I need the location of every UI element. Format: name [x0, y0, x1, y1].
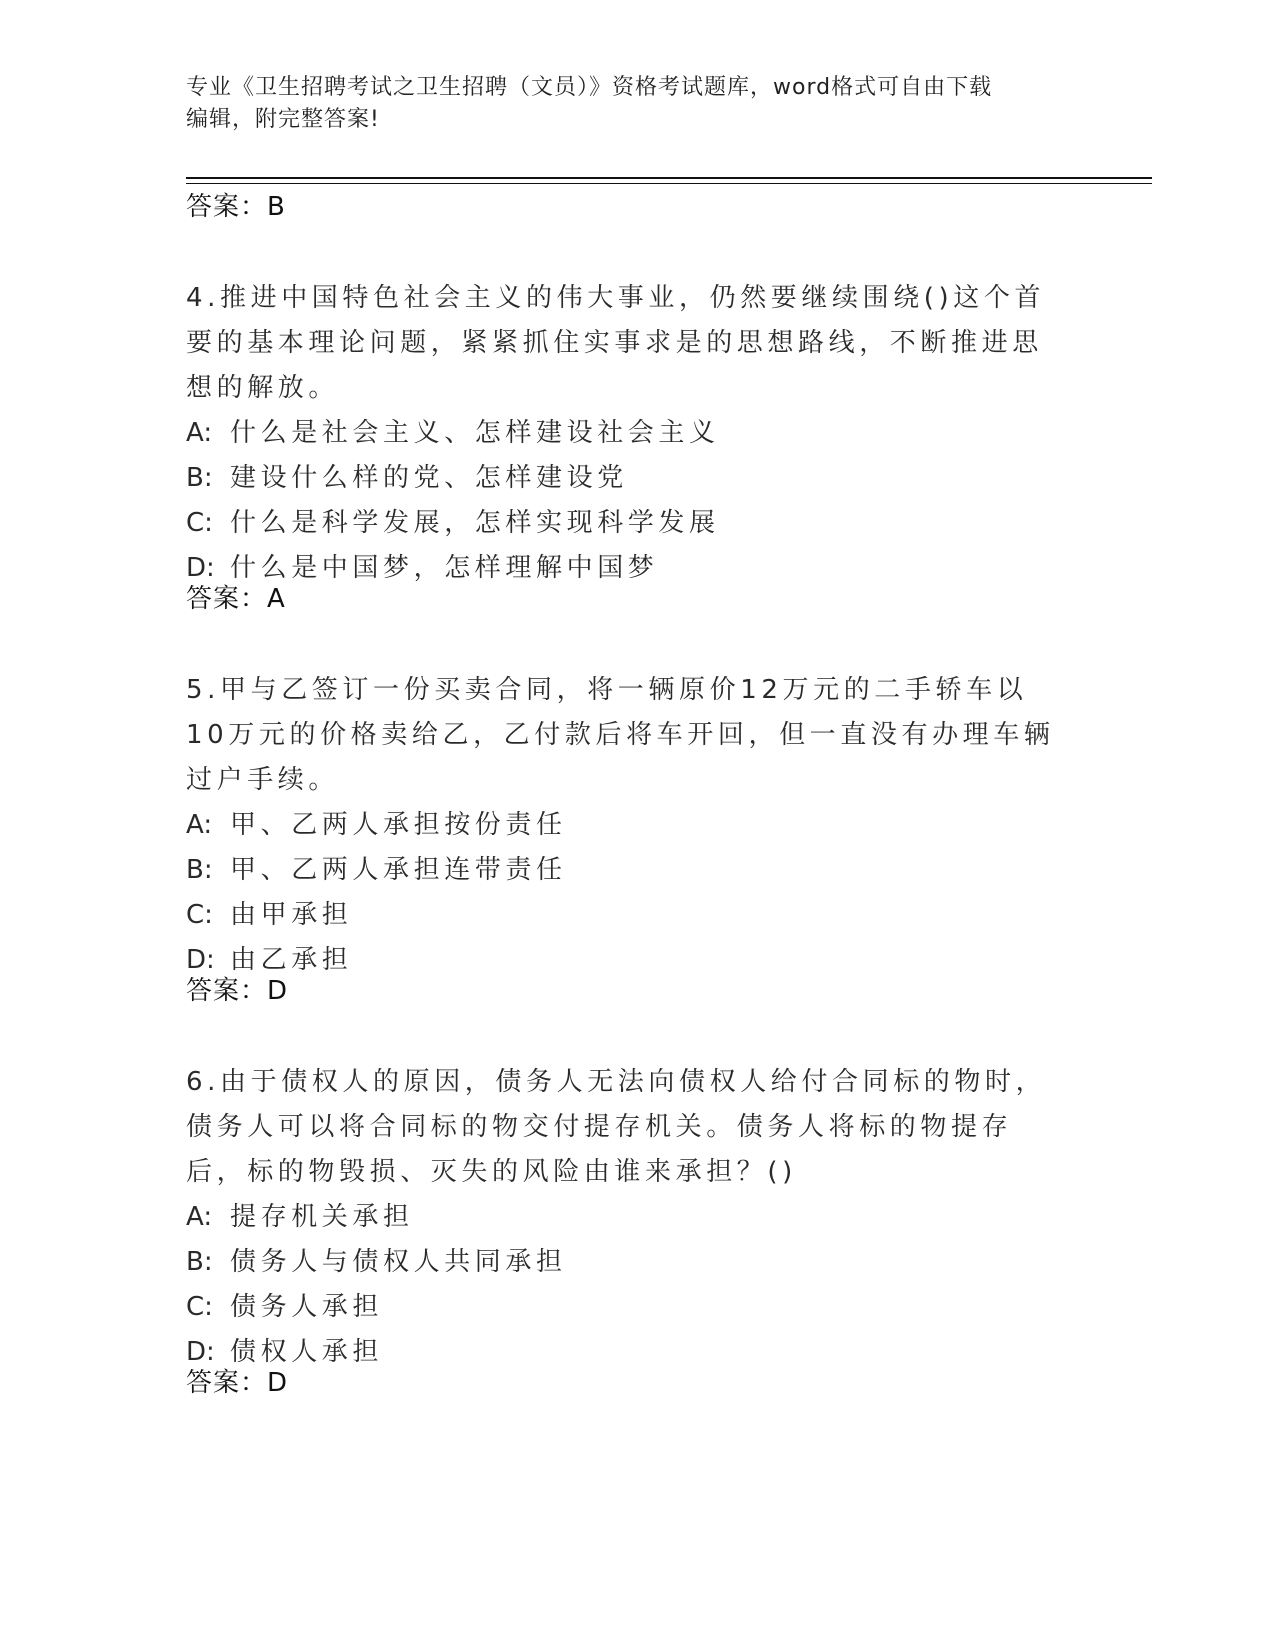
option-letter: B:	[186, 855, 213, 885]
option-letter: C:	[186, 1292, 213, 1322]
option-a	[186, 411, 1066, 456]
option-text: 什么是中国梦，怎样理解中国梦	[230, 553, 659, 583]
option-b	[186, 848, 1066, 893]
option-text: 甲、乙两人承担连带责任	[230, 855, 567, 885]
page-header	[186, 72, 1066, 136]
option-c	[186, 1285, 1066, 1330]
option-letter: D:	[186, 1337, 215, 1367]
option-letter: D:	[186, 945, 215, 975]
option-letter: D:	[186, 553, 215, 583]
option-text: 建设什么样的党、怎样建设党	[230, 463, 628, 493]
header-line-2: 编辑，附完整答案!	[186, 107, 380, 132]
question-5	[186, 668, 1066, 983]
option-letter: B:	[186, 1247, 213, 1277]
option-text: 提存机关承担	[230, 1202, 414, 1232]
option-text: 由甲承担	[230, 900, 353, 930]
option-letter: C:	[186, 508, 213, 538]
option-d	[186, 546, 1066, 591]
option-letter: A:	[186, 810, 213, 840]
answer-q3: 答案：B	[186, 192, 286, 222]
option-a	[186, 803, 1066, 848]
answer-q5: 答案：D	[186, 976, 289, 1006]
option-text: 甲、乙两人承担按份责任	[230, 810, 567, 840]
option-d	[186, 1330, 1066, 1375]
option-text: 什么是科学发展，怎样实现科学发展	[230, 508, 720, 538]
option-c	[186, 893, 1066, 938]
option-text: 债权人承担	[230, 1337, 384, 1367]
question-6	[186, 1060, 1066, 1375]
question-stem: 5.甲与乙签订一份买卖合同，将一辆原价12万元的二手轿车以10万元的价格卖给乙，乙付款后将车开回，但一直没有办理车辆过户手续。	[186, 675, 1055, 795]
question-4	[186, 276, 1066, 591]
header-divider	[186, 177, 1152, 184]
option-letter: C:	[186, 900, 213, 930]
option-text: 债务人与债权人共同承担	[230, 1247, 567, 1277]
question-stem: 6.由于债权人的原因，债务人无法向债权人给付合同标的物时，债务人可以将合同标的物交付提存机关。债务人将标的物提存后，标的物毁损、灭失的风险由谁来承担？()	[186, 1067, 1047, 1187]
option-b	[186, 1240, 1066, 1285]
option-c	[186, 501, 1066, 546]
option-letter: A:	[186, 1202, 213, 1232]
option-d	[186, 938, 1066, 983]
option-text: 什么是社会主义、怎样建设社会主义	[230, 418, 720, 448]
question-stem: 4.推进中国特色社会主义的伟大事业，仍然要继续围绕()这个首要的基本理论问题，紧紧抓住实事求是的思想路线，不断推进思想的解放。	[186, 283, 1046, 403]
answer-q4: 答案：A	[186, 584, 286, 614]
option-text: 债务人承担	[230, 1292, 384, 1322]
option-letter: A:	[186, 418, 213, 448]
header-line-1: 专业《卫生招聘考试之卫生招聘（文员）》资格考试题库，word格式可自由下载	[186, 75, 993, 100]
answer-q6: 答案：D	[186, 1368, 289, 1398]
option-a	[186, 1195, 1066, 1240]
option-letter: B:	[186, 463, 213, 493]
option-text: 由乙承担	[230, 945, 353, 975]
option-b	[186, 456, 1066, 501]
